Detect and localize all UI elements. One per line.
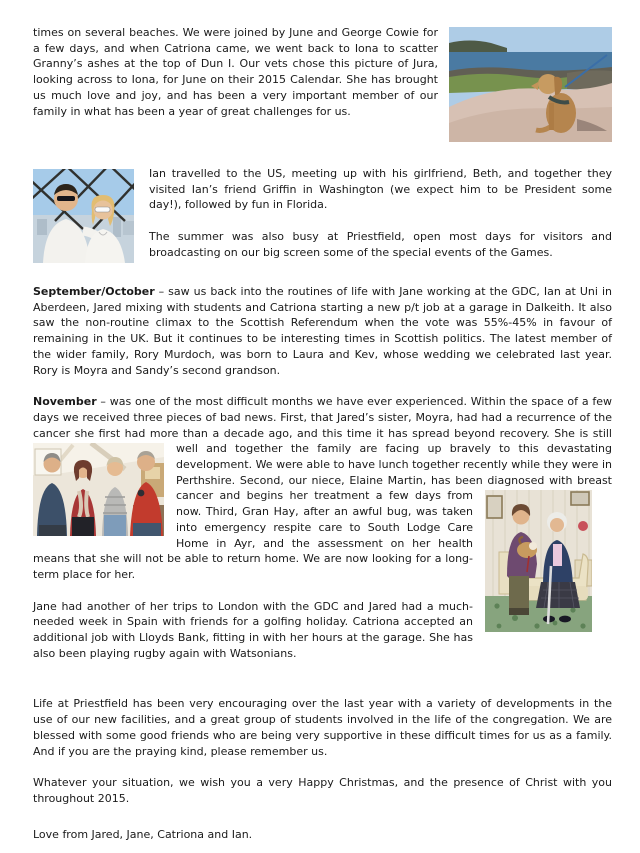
paragraph-summer: The summer was also busy at Priestfield, open most days for visitors and broadcasting on our big screen some of the special events of the Games.	[149, 230, 612, 259]
paragraph-jane-trips: Jane had another of her trips to London with the GDC and Jared had a much-needed week in Spain with friends for a golfing holiday. Catriona accepted an additional job with Lloyds Bank, fitting in with her hours at the garage. She has also been playing rugby again with Watsonians.	[33, 599, 473, 660]
photo-jura-dog-coast	[449, 27, 612, 142]
photo-gran-hay-visit	[485, 490, 592, 632]
paragraph-beaches	[33, 25, 612, 150]
photo-ian-beth-skydeck	[33, 169, 134, 263]
paragraph-text: days from now. Third, Gran Hay, after an awful bug, was taken into emergency respite care to South Lodge Care Home in Ayr, and the assessment on her health means that she will not be able to return home. We are now looking for a long-term place for her.	[33, 489, 473, 581]
paragraph-text: times on several beaches. We were joined by June and George Cowie for a few days, and when Catriona came, we went back to Iona to scatter Granny’s ashes at the top of Dun I. Our vets chose this picture of Jura, looking across to Iona, for June on their 2015 Calendar. She has brought us much love and joy, and has been a very important member of our family in what has been a year of great challenges for us.	[33, 26, 438, 118]
section-ian-us	[33, 166, 612, 268]
paragraph-ian-us: Ian travelled to the US, meeting up with his girlfriend, Beth, and together they visited Ian’s friend Griffin in Washington (we expect him to be President some day!), followed by fun in Florida.	[149, 167, 612, 212]
sept-oct-label: September/October	[33, 285, 155, 298]
paragraph-november	[33, 394, 612, 582]
paragraph-signoff: Love from Jared, Jane, Catriona and Ian.	[33, 827, 253, 841]
paragraph-sept-oct	[33, 284, 612, 378]
paragraph-text: – saw us back into the routines of life with Jane working at the GDC, Ian at Uni in Aberdeen, Jared mixing with students and Catriona starting a new p/t job at a garage in Dalkeith. It also saw the non-routine climax to the Scottish Referendum when the vote was 55%-45% in favour of remaining in the UK. But it continues to be interesting times in Scottish politics. The latest member of the wider family, Rory Murdoch, was born to Laura and Kev, whose wedding we celebrated last year. Rory is Moyra and Sandy’s second grandson.	[33, 285, 612, 377]
paragraph-text: recovery. She is still well and together the family are facing up bravely to this devastating development. We were able to have lunch together recently while they were in Perthshire. Second, our niece, Elaine Martin, has been diagnosed with breast cancer and begins her treatment a few	[176, 426, 612, 503]
november-label: November	[33, 395, 97, 409]
paragraph-priestfield: Life at Priestfield has been very encouraging over the last year with a variety of developments in the use of our new facilities, and a great group of students involved in the life of the congregation. We are blessed with some good friends who are being very supportive in these difficult times for us as a family. And if you are the praying kind, please remember us.	[33, 697, 612, 758]
photo-family-lunch-group	[33, 443, 164, 536]
paragraph-christmas-wish: Whatever your situation, we wish you a very Happy Christmas, and the presence of Christ with you throughout 2015.	[33, 776, 612, 805]
paragraph-text: – was one of the most difficult months we have ever experienced. Within the space of a few days we received three pieces of bad news. First, that Jared’s sister, Moyra, had had a recurrence of the cancer she first had more than a decade ago, and this time it has spread beyond	[33, 395, 612, 440]
